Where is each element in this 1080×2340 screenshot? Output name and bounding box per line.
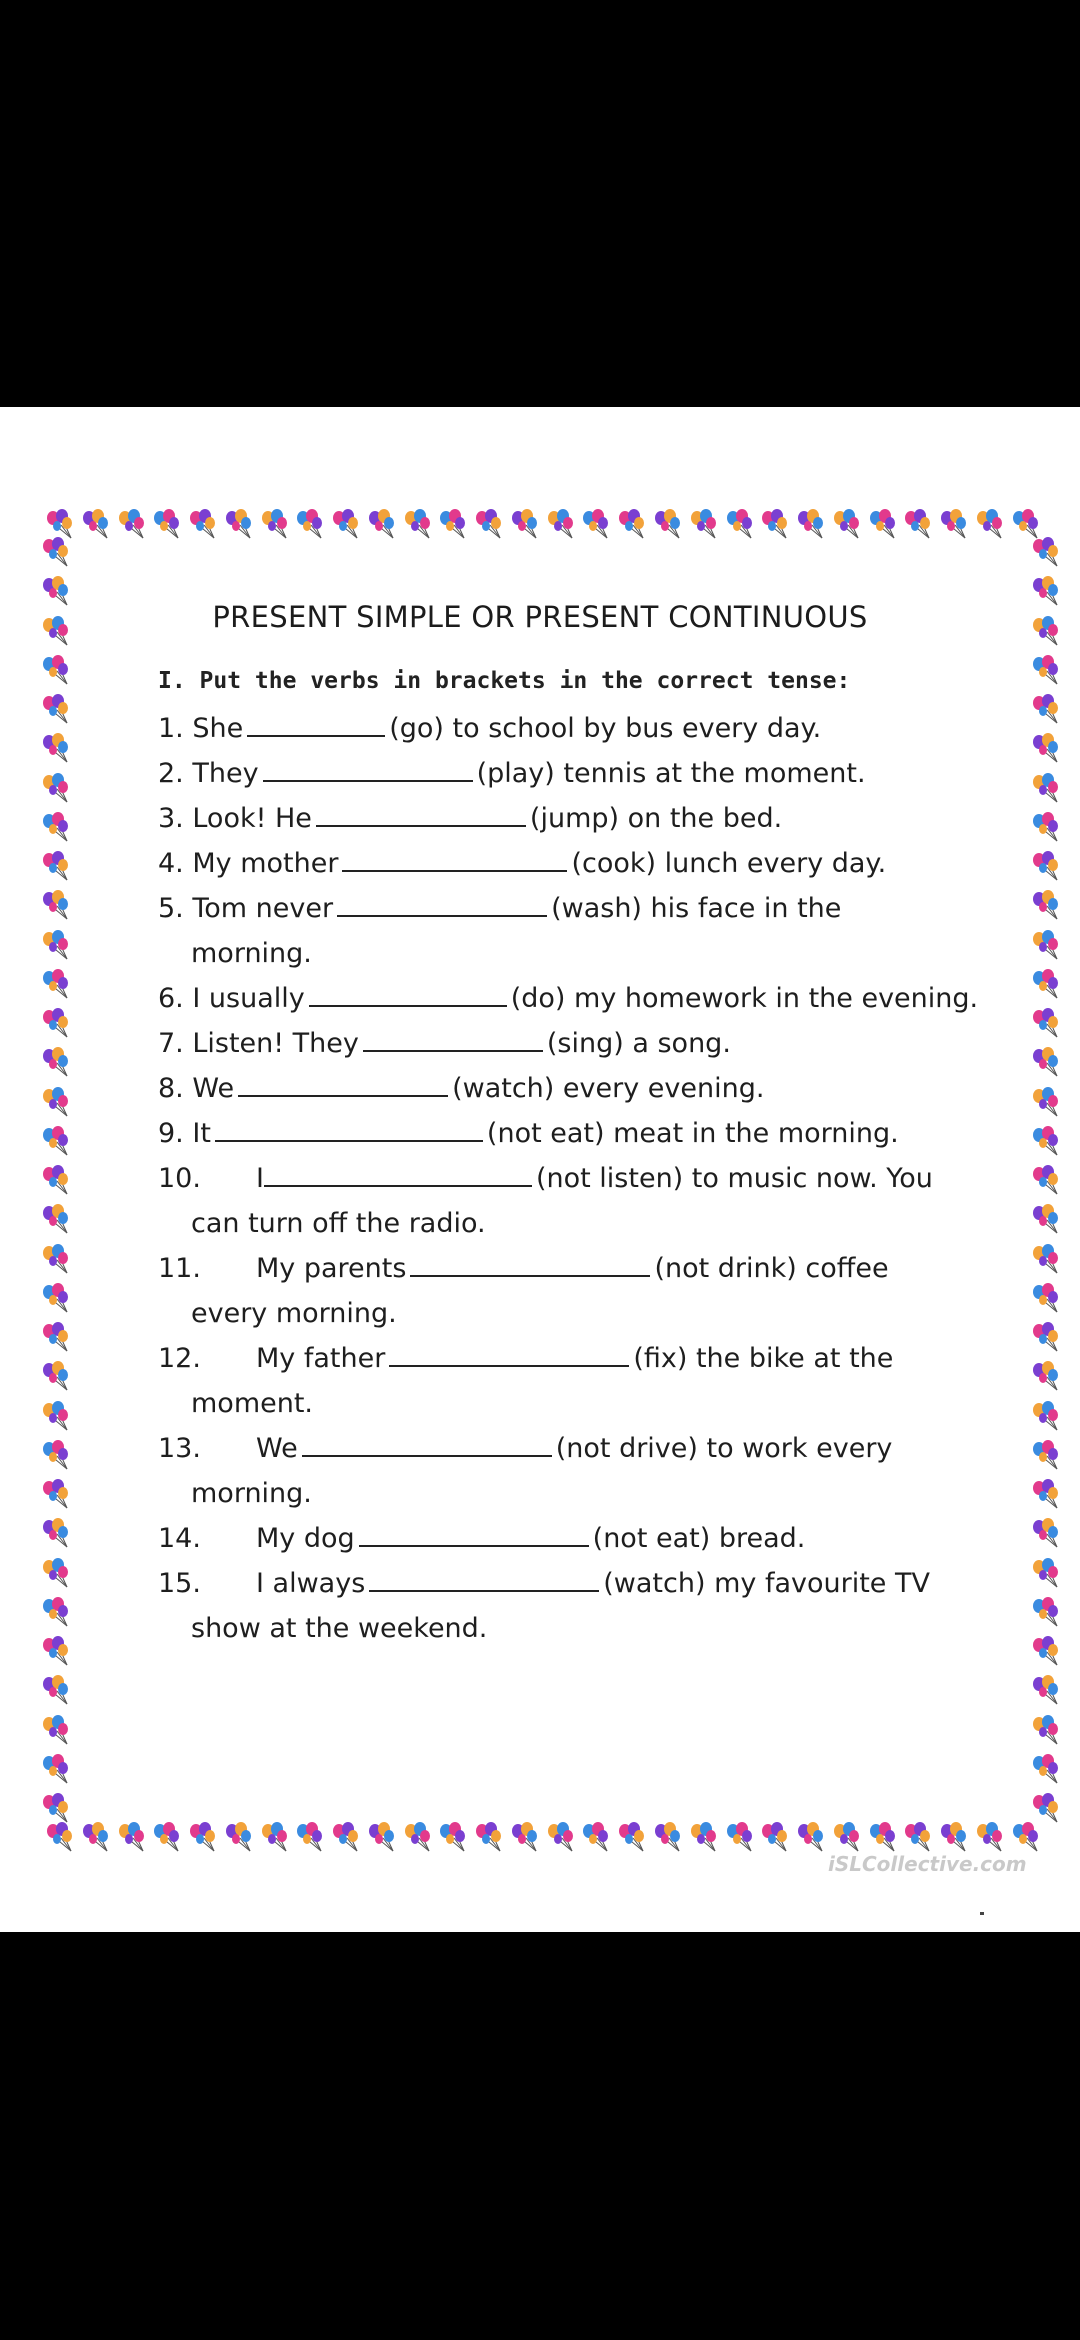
balloon-bunch-icon — [40, 1045, 74, 1079]
balloon-bunch-icon — [40, 967, 74, 1001]
answer-blank[interactable] — [342, 869, 567, 872]
balloon-bunch-icon — [795, 1820, 829, 1854]
item-text-before: I usually — [192, 983, 305, 1014]
item-text-after: (watch) every evening. — [452, 1073, 765, 1104]
answer-blank[interactable] — [247, 734, 385, 737]
balloon-bunch-icon — [80, 1820, 114, 1854]
balloon-bunch-icon — [1030, 1242, 1064, 1276]
answer-blank[interactable] — [316, 824, 526, 827]
item-text-after: (fix) the bike at the — [633, 1343, 894, 1374]
item-text-before: She — [192, 713, 244, 744]
balloon-bunch-icon — [1030, 967, 1064, 1001]
balloon-bunch-icon — [294, 507, 328, 541]
balloon-bunch-icon — [1030, 1752, 1064, 1786]
balloon-bunch-icon — [652, 507, 686, 541]
item-text-before: It — [192, 1118, 211, 1149]
balloon-bunch-icon — [1030, 1085, 1064, 1119]
balloon-bunch-icon — [40, 1006, 74, 1040]
balloon-bunch-icon — [1030, 1477, 1064, 1511]
item-number: 14. — [158, 1523, 201, 1554]
balloon-bunch-icon — [1010, 1820, 1044, 1854]
balloon-bunch-icon — [938, 1820, 972, 1854]
item-text-after: (jump) on the bed. — [529, 803, 783, 834]
item-text-after: (not drink) coffee — [654, 1253, 889, 1284]
answer-blank[interactable] — [359, 1544, 589, 1547]
balloon-bunch-icon — [116, 507, 150, 541]
item-number: 2. — [158, 758, 184, 789]
balloon-bunch-icon — [1030, 1634, 1064, 1668]
balloon-bunch-icon — [580, 1820, 614, 1854]
balloon-bunch-icon — [473, 507, 507, 541]
balloon-bunch-icon — [40, 535, 74, 569]
balloon-bunch-icon — [330, 507, 364, 541]
item-text-before: We — [192, 1073, 235, 1104]
exercise-item-5 — [158, 893, 841, 924]
balloon-bunch-icon — [1030, 1045, 1064, 1079]
item-number: 11. — [158, 1253, 201, 1284]
balloon-border-right — [1030, 535, 1066, 1825]
exercise-item-13-continued: morning. — [191, 1478, 312, 1509]
balloon-bunch-icon — [187, 1820, 221, 1854]
answer-blank[interactable] — [264, 1184, 532, 1187]
balloon-bunch-icon — [116, 1820, 150, 1854]
balloon-bunch-icon — [40, 1556, 74, 1590]
balloon-bunch-icon — [40, 692, 74, 726]
exercise-item-10-continued: can turn off the radio. — [191, 1208, 486, 1239]
item-number: 1. — [158, 713, 184, 744]
worksheet-title: PRESENT SIMPLE OR PRESENT CONTINUOUS — [212, 600, 868, 634]
balloon-bunch-icon — [40, 810, 74, 844]
balloon-bunch-icon — [1030, 1006, 1064, 1040]
exercise-item-5-continued: morning. — [191, 938, 312, 969]
balloon-bunch-icon — [688, 1820, 722, 1854]
balloon-bunch-icon — [40, 1163, 74, 1197]
balloon-bunch-icon — [1030, 771, 1064, 805]
balloon-bunch-icon — [40, 1438, 74, 1472]
balloon-bunch-icon — [1030, 535, 1064, 569]
balloon-bunch-icon — [1030, 1713, 1064, 1747]
exercise-item-6 — [158, 983, 978, 1014]
item-number: 12. — [158, 1343, 201, 1374]
item-text-before: I always — [256, 1568, 366, 1599]
item-text-after: (do) my homework in the evening. — [510, 983, 979, 1014]
balloon-bunch-icon — [1030, 1320, 1064, 1354]
balloon-bunch-icon — [366, 1820, 400, 1854]
exercise-item-11-continued: every morning. — [191, 1298, 397, 1329]
balloon-bunch-icon — [187, 507, 221, 541]
item-number: 4. — [158, 848, 184, 879]
item-number: 13. — [158, 1433, 201, 1464]
balloon-bunch-icon — [40, 1399, 74, 1433]
item-text-after: (go) to school by bus every day. — [389, 713, 822, 744]
item-text-after: (cook) lunch every day. — [571, 848, 887, 879]
balloon-bunch-icon — [1030, 1281, 1064, 1315]
exercise-item-11 — [158, 1253, 889, 1284]
balloon-bunch-icon — [40, 849, 74, 883]
item-text-before: Listen! They — [192, 1028, 359, 1059]
item-text-after: (not drive) to work every — [555, 1433, 893, 1464]
item-text-after: (wash) his face in the — [551, 893, 842, 924]
exercise-item-10 — [158, 1163, 933, 1194]
balloon-bunch-icon — [40, 1242, 74, 1276]
balloon-bunch-icon — [509, 1820, 543, 1854]
balloon-bunch-icon — [1030, 1124, 1064, 1158]
balloon-bunch-icon — [40, 1791, 74, 1825]
item-text-after: (not eat) meat in the morning. — [486, 1118, 899, 1149]
balloon-bunch-icon — [80, 507, 114, 541]
balloon-bunch-icon — [223, 1820, 257, 1854]
balloon-bunch-icon — [1030, 1791, 1064, 1825]
scan-speck — [980, 1912, 984, 1915]
balloon-bunch-icon — [1030, 1556, 1064, 1590]
balloon-bunch-icon — [40, 1595, 74, 1629]
balloon-bunch-icon — [1030, 1673, 1064, 1707]
balloon-bunch-icon — [724, 507, 758, 541]
item-text-before: My parents — [256, 1253, 407, 1284]
balloon-bunch-icon — [40, 1516, 74, 1550]
balloon-bunch-icon — [437, 507, 471, 541]
balloon-bunch-icon — [688, 507, 722, 541]
balloon-bunch-icon — [831, 1820, 865, 1854]
balloon-bunch-icon — [44, 1820, 78, 1854]
exercise-item-3 — [158, 803, 782, 834]
answer-blank[interactable] — [389, 1364, 629, 1367]
balloon-bunch-icon — [795, 507, 829, 541]
exercise-item-1 — [158, 713, 821, 744]
balloon-bunch-icon — [40, 653, 74, 687]
answer-blank[interactable] — [238, 1094, 448, 1097]
exercise-item-14 — [158, 1523, 805, 1554]
balloon-bunch-icon — [867, 507, 901, 541]
balloon-bunch-icon — [938, 507, 972, 541]
item-text-after: (not eat) bread. — [592, 1523, 806, 1554]
exercise-item-12 — [158, 1343, 893, 1374]
balloon-bunch-icon — [509, 507, 543, 541]
balloon-bunch-icon — [1030, 653, 1064, 687]
balloon-bunch-icon — [902, 1820, 936, 1854]
balloon-bunch-icon — [40, 1320, 74, 1354]
balloon-bunch-icon — [1030, 1438, 1064, 1472]
answer-blank[interactable] — [369, 1589, 599, 1592]
balloon-bunch-icon — [759, 1820, 793, 1854]
balloon-bunch-icon — [40, 928, 74, 962]
balloon-bunch-icon — [40, 1634, 74, 1668]
balloon-bunch-icon — [402, 507, 436, 541]
balloon-bunch-icon — [40, 1477, 74, 1511]
exercise-item-13 — [158, 1433, 892, 1464]
balloon-bunch-icon — [40, 731, 74, 765]
balloon-bunch-icon — [259, 507, 293, 541]
balloon-bunch-icon — [1030, 1202, 1064, 1236]
exercise-item-15 — [158, 1568, 930, 1599]
item-number: 6. — [158, 983, 184, 1014]
balloon-bunch-icon — [1030, 810, 1064, 844]
item-text-after: (watch) my favourite TV — [603, 1568, 930, 1599]
balloon-bunch-icon — [1030, 731, 1064, 765]
balloon-bunch-icon — [330, 1820, 364, 1854]
balloon-bunch-icon — [40, 1673, 74, 1707]
item-text-after: (play) tennis at the moment. — [476, 758, 866, 789]
answer-blank[interactable] — [337, 914, 547, 917]
balloon-bunch-icon — [759, 507, 793, 541]
balloon-bunch-icon — [402, 1820, 436, 1854]
item-text-before: Look! He — [192, 803, 312, 834]
balloon-bunch-icon — [151, 1820, 185, 1854]
balloon-bunch-icon — [40, 1202, 74, 1236]
balloon-bunch-icon — [1030, 1359, 1064, 1393]
answer-blank[interactable] — [302, 1454, 552, 1457]
balloon-bunch-icon — [616, 507, 650, 541]
balloon-bunch-icon — [151, 507, 185, 541]
balloon-border-top — [44, 507, 1044, 547]
exercise-item-7 — [158, 1028, 731, 1059]
balloon-bunch-icon — [1030, 849, 1064, 883]
answer-blank[interactable] — [309, 1004, 507, 1007]
balloon-bunch-icon — [40, 1124, 74, 1158]
exercise-item-12-continued: moment. — [191, 1388, 314, 1419]
balloon-bunch-icon — [40, 888, 74, 922]
item-text-before: My father — [256, 1343, 386, 1374]
item-text-before: I — [256, 1163, 264, 1194]
exercise-item-9 — [158, 1118, 899, 1149]
item-number: 15. — [158, 1568, 201, 1599]
answer-blank[interactable] — [215, 1139, 483, 1142]
item-number: 8. — [158, 1073, 184, 1104]
balloon-bunch-icon — [40, 1359, 74, 1393]
balloon-bunch-icon — [1030, 692, 1064, 726]
balloon-bunch-icon — [580, 507, 614, 541]
balloon-bunch-icon — [616, 1820, 650, 1854]
exercise-item-4 — [158, 848, 886, 879]
balloon-bunch-icon — [40, 1713, 74, 1747]
exercise-item-15-continued: show at the weekend. — [191, 1613, 488, 1644]
balloon-bunch-icon — [1030, 1516, 1064, 1550]
exercise-item-8 — [158, 1073, 764, 1104]
balloon-bunch-icon — [1030, 1399, 1064, 1433]
balloon-bunch-icon — [831, 507, 865, 541]
instruction: I. Put the verbs in brackets in the correct tense: — [158, 668, 851, 694]
item-text-after: (not listen) to music now. You — [535, 1163, 933, 1194]
balloon-bunch-icon — [437, 1820, 471, 1854]
balloon-bunch-icon — [40, 771, 74, 805]
balloon-bunch-icon — [259, 1820, 293, 1854]
balloon-bunch-icon — [1030, 888, 1064, 922]
item-text-before: My dog — [256, 1523, 355, 1554]
balloon-bunch-icon — [40, 1085, 74, 1119]
item-text-before: My mother — [192, 848, 339, 879]
balloon-bunch-icon — [40, 1281, 74, 1315]
exercise-item-2 — [158, 758, 866, 789]
item-number: 3. — [158, 803, 184, 834]
balloon-bunch-icon — [902, 507, 936, 541]
balloon-bunch-icon — [974, 1820, 1008, 1854]
item-text-after: (sing) a song. — [546, 1028, 731, 1059]
item-number: 7. — [158, 1028, 184, 1059]
balloon-bunch-icon — [652, 1820, 686, 1854]
balloon-bunch-icon — [1030, 928, 1064, 962]
watermark: iSLCollective.com — [828, 1852, 1027, 1876]
balloon-bunch-icon — [867, 1820, 901, 1854]
item-text-before: We — [256, 1433, 298, 1464]
item-number: 5. — [158, 893, 184, 924]
balloon-bunch-icon — [545, 507, 579, 541]
balloon-bunch-icon — [545, 1820, 579, 1854]
item-text-before: They — [192, 758, 259, 789]
balloon-bunch-icon — [223, 507, 257, 541]
balloon-bunch-icon — [974, 507, 1008, 541]
balloon-bunch-icon — [294, 1820, 328, 1854]
item-text-before: Tom never — [192, 893, 334, 924]
balloon-bunch-icon — [473, 1820, 507, 1854]
item-number: 10. — [158, 1163, 201, 1194]
balloon-bunch-icon — [724, 1820, 758, 1854]
item-number: 9. — [158, 1118, 184, 1149]
answer-blank[interactable] — [263, 779, 473, 782]
balloon-bunch-icon — [366, 507, 400, 541]
balloon-border-left — [40, 535, 76, 1825]
answer-blank[interactable] — [410, 1274, 650, 1277]
balloon-bunch-icon — [40, 1752, 74, 1786]
answer-blank[interactable] — [363, 1049, 543, 1052]
balloon-bunch-icon — [1030, 1163, 1064, 1197]
balloon-bunch-icon — [1030, 1595, 1064, 1629]
